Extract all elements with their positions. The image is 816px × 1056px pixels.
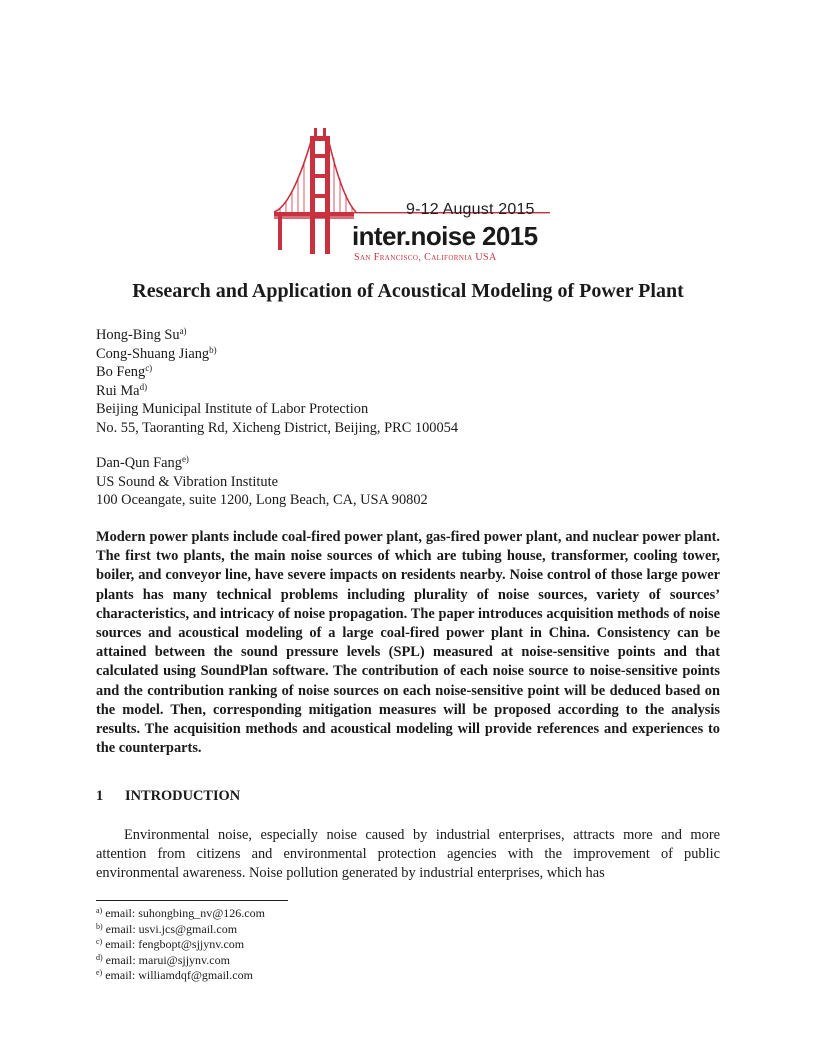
- conference-logo: [270, 128, 550, 268]
- section-title: INTRODUCTION: [125, 788, 241, 804]
- affiliation-line: No. 55, Taoranting Rd, Xicheng District, Beijing, PRC 100054: [96, 419, 459, 436]
- footnote-divider: [96, 900, 288, 901]
- author: Dan-Qun Fang$^{e)}$: [96, 454, 189, 471]
- conference-brand: inter.noise 2015: [352, 221, 538, 251]
- author: Cong-Shuang Jiang$^{b)}$: [96, 344, 217, 362]
- footnote: $^{b)}$ email: usvi.jcs@gmail.com: [96, 921, 238, 936]
- section-heading: [96, 788, 240, 805]
- footnote: $^{d)}$ email: marui@sjjynv.com: [96, 952, 230, 967]
- footnotes: [96, 906, 265, 984]
- conference-date: 9-12 August 2015: [406, 201, 535, 218]
- abstract: Modern power plants include coal-fired power plant, gas-fired power plant, and nuclear power plant. The first two plants, the main noise sources of which are tubing house, transformer, cooling tower, boiler, and conveyor line, have severe impacts on residents nearby. Noise control of those large power plants has many technical problems including plurality of noise sources, variety of sources’ characteristics, and intricacy of noise propagation. The paper introduces acquisition methods of noise sources and acoustical modeling of a large coal-fired power plant in China. Consistency can be attained between the sound pressure levels (SPL) measured at noise-sensitive points and that calculated using SoundPlan software. The contribution of each noise source to noise-sensitive points and the contribution ranking of noise sources on each noise-sensitive point will be deduced based on the model. Then, corresponding mitigation measures will be proposed according to the analysis results. The acquisition methods and acoustical modeling will provide references and experiences to the counterparts.: [96, 529, 720, 757]
- affiliation-line: 100 Oceangate, suite 1200, Long Beach, CA, USA 90802: [96, 492, 428, 508]
- section-number: 1: [96, 788, 104, 804]
- body-paragraph: Environmental noise, especially noise caused by industrial enterprises, attracts more and more attention from citizens and environmental protection agencies with the improvement of public environmental awareness. Noise pollution generated by industrial enterprises, which has: [96, 827, 720, 881]
- footnote: $^{c)}$ email: fengbopt@sjjynv.com: [96, 937, 245, 952]
- affiliation-line: US Sound & Vibration Institute: [96, 473, 278, 490]
- paper-title: Research and Application of Acoustical Modeling of Power Plant: [132, 280, 684, 302]
- conference-location: San Francisco, California USA: [354, 252, 497, 263]
- author: Rui Ma$^{d)}$: [96, 381, 148, 399]
- author-block-1: [96, 326, 458, 437]
- footnote: $^{e)}$ email: williamdqf@gmail.com: [96, 968, 253, 983]
- author: Hong-Bing Su$^{a)}$: [96, 326, 187, 343]
- author-block-2: [96, 454, 428, 510]
- affiliation-line: Beijing Municipal Institute of Labor Protection: [96, 401, 369, 417]
- author: Bo Feng$^{c)}$: [96, 363, 153, 380]
- footnote: $^{a)}$ email: suhongbing_nv@126.com: [96, 906, 265, 920]
